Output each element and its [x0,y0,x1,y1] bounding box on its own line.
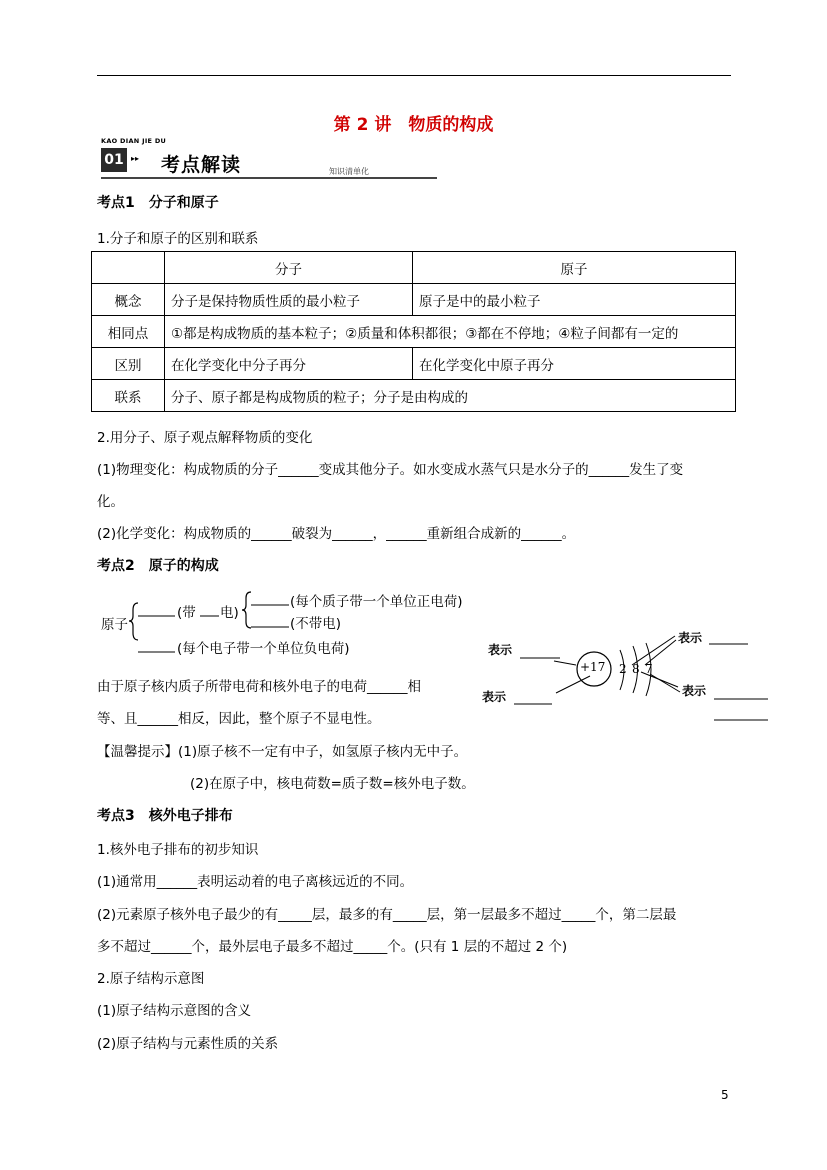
shell-count: 8 [632,662,640,676]
label-biaoshi: 表示 [488,643,513,657]
banner-title: 考点解读 [161,154,242,176]
tip-line2: (2)在原子中，核电荷数=质子数=核外电子数。 [190,776,475,792]
neutron-note: (不带电) [290,616,342,632]
table-row-label: 联系 [92,380,165,412]
kd1-line1: (1)物理变化：构成物质的分子______变成其他分子。如水变成水蒸气只是水分子的______发生了变 [97,462,684,478]
outer-brace [129,603,138,640]
table-cell: 原子是中的最小粒子 [413,284,736,316]
table-header-cell: 分子 [165,252,413,284]
kd3-sub2: 2.原子结构示意图 [97,971,205,987]
banner-pinyin: KAO DIAN JIE DU [101,137,167,145]
pointer-line [650,674,680,692]
page-number: 5 [721,1088,729,1102]
kd3-heading: 考点3 核外电子排布 [97,808,233,824]
shell-count: 7 [645,662,653,676]
kd3-line5: (2)原子结构与元素性质的关系 [97,1036,279,1052]
page-title: 第 2 讲 物质的构成 [333,115,494,135]
pointer-line [556,676,590,693]
electron-note: (每个电子带一个单位负电荷) [177,641,350,657]
kd2-line1: 由于原子核内质子所带电荷和核外电子的电荷______相 [97,679,421,695]
kd3-sub1: 1.核外电子排布的初步知识 [97,842,259,858]
table-cell: 分子是保持物质性质的最小粒子 [165,284,413,316]
inner-brace [242,592,251,628]
banner-arrow-icon: ▸▸ [131,154,140,163]
atom-label: 原子 [101,617,128,633]
nucleus-charge: +17 [580,660,606,674]
kd1-heading: 考点1 分子和原子 [97,195,219,211]
kd3-line1: (1)通常用______表明运动着的电子离核远近的不同。 [97,874,414,890]
table-header-cell: 原子 [413,252,736,284]
label-biaoshi: 表示 [678,631,703,645]
proton-note: (每个质子带一个单位正电荷) [290,594,463,610]
banner-subtitle: 知识清单化 [329,167,369,176]
label-biaoshi: 表示 [482,690,507,704]
kd1-sub2: 2.用分子、原子观点解释物质的变化 [97,430,313,446]
table-row-label: 概念 [92,284,165,316]
banner-number: 01 [101,148,127,172]
kd3-line2: (2)元素原子核外电子最少的有_____层，最多的有_____层，第一层最多不超过_____个，第二层最 [97,907,677,923]
kd3-line4: (1)原子结构示意图的含义 [97,1003,252,1019]
label-biaoshi: 表示 [682,684,707,698]
shell-count: 2 [619,662,627,676]
table-row-label: 区别 [92,348,165,380]
kd1-line1b: 化。 [97,494,124,510]
kd2-line2: 等、且______相反，因此，整个原子不显电性。 [97,711,381,727]
nucleus-charge-dian: 电) [220,605,239,621]
kd3-line3: 多不超过______个，最外层电子最多不超过_____个。(只有 1 层的不超过 2 个) [97,939,568,955]
kd1-line2: (2)化学变化：构成物质的______破裂为______，______重新组合成新的______。 [97,526,576,542]
kd1-sub1: 1.分子和原子的区别和联系 [97,231,259,247]
table-row-label: 相同点 [92,316,165,348]
tip-line1: 【温馨提示】(1)原子核不一定有中子，如氢原子核内无中子。 [97,744,468,760]
table-cell: 在化学变化中原子再分 [413,348,736,380]
kd2-heading: 考点2 原子的构成 [97,558,219,574]
table-cell: 分子、原子都是构成物质的粒子；分子是由构成的 [165,380,736,412]
pointer-line [632,636,675,665]
pointer-line [554,661,576,665]
table-cell: 在化学变化中分子再分 [165,348,413,380]
table-cell: ①都是构成物质的基本粒子；②质量和体积都很；③都在不停地；④粒子间都有一定的 [165,316,736,348]
nucleus-charge-paren: (带 [177,605,196,621]
